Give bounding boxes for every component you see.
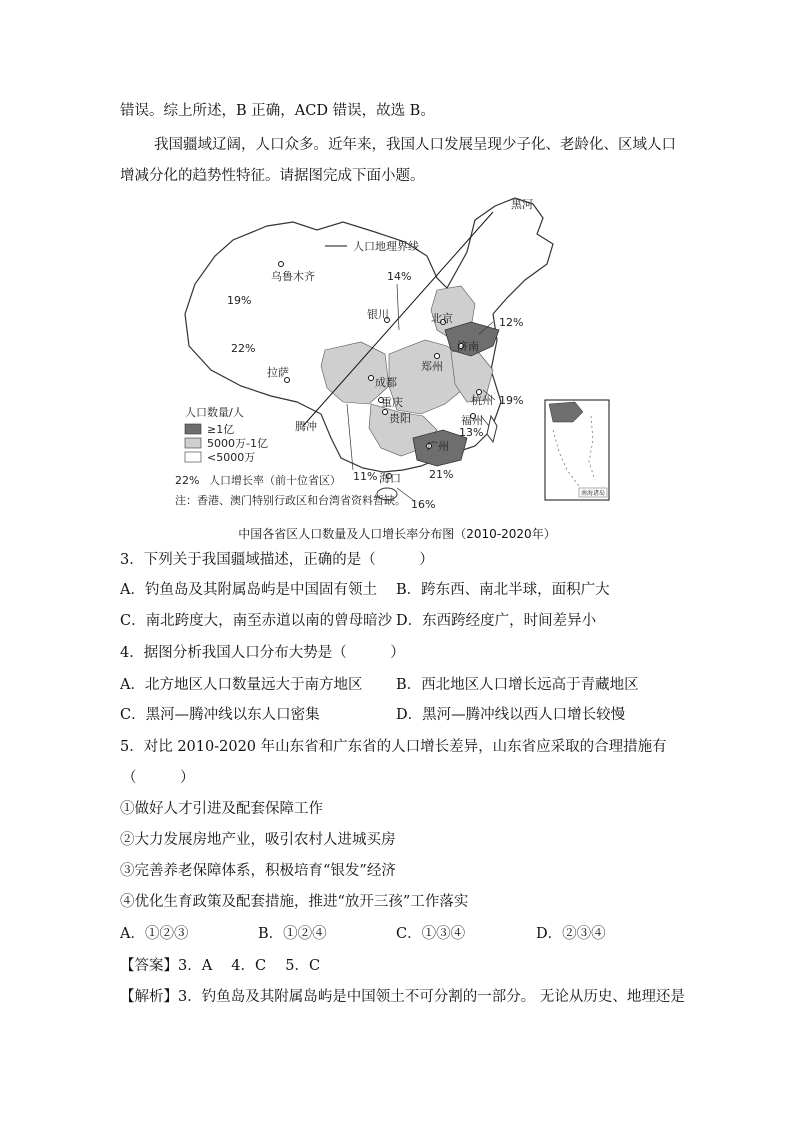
- q5-option-b: B．①②④: [258, 926, 327, 942]
- label-guiyang: 贵阳: [389, 412, 411, 425]
- text-line: 错误。综上所述，B 正确，ACD 错误，故选 B。: [120, 103, 435, 119]
- legend-title: 人口数量/人: [185, 406, 244, 419]
- q3-option-b: B．跨东西、南北半球，面积广大: [396, 582, 610, 598]
- map-caption: 中国各省区人口数量及人口增长率分布图（2010-2020年）: [238, 527, 556, 541]
- legend-label-high: ≥1亿: [207, 423, 235, 436]
- legend-swatch-high: [185, 424, 201, 434]
- q5-stem: 5．对比 2010-2020 年山东省和广东省的人口增长差异，山东省应采取的合理措施有: [120, 739, 667, 755]
- label-14: 14%: [387, 270, 412, 283]
- q3-option-d: D．东西跨经度广，时间差异小: [396, 613, 597, 629]
- q5-item-3: ③完善养老保障体系，积极培育“银发”经济: [120, 863, 396, 879]
- answer-line: 【答案】3．A 4．C 5．C: [120, 958, 321, 974]
- q4-stem: 4．据图分析我国人口分布大势是（ ）: [120, 645, 405, 661]
- label-beijing: 北京: [431, 312, 453, 325]
- q4-option-c: C．黑河—腾冲线以东人口密集: [120, 707, 320, 723]
- label-tengchong: 腾冲: [295, 420, 317, 433]
- q5-item-4: ④优化生育政策及配套措施，推进“放开三孩”工作落实: [120, 894, 469, 910]
- label-zhengzhou: 郑州: [421, 360, 443, 373]
- label-19-west: 19%: [227, 294, 252, 307]
- q5-option-a: A．①②③: [120, 926, 189, 942]
- label-13: 13%: [459, 426, 484, 439]
- label-jinan: 济南: [457, 340, 479, 353]
- label-hangzhou: 杭州: [471, 394, 493, 407]
- q5-item-1: ①做好人才引进及配套保障工作: [120, 801, 323, 817]
- label-yinchuan: 银川: [367, 308, 389, 321]
- label-line-legend: 人口地理界线: [353, 240, 419, 253]
- map-note: 注：香港、澳门特别行政区和台湾省资料暂缺。: [175, 494, 406, 507]
- q5-answer-blank: （ ）: [122, 770, 195, 786]
- label-fuzhou: 福州: [461, 414, 483, 427]
- q4-option-b: B．西北地区人口增长远高于青藏地区: [396, 677, 639, 693]
- legend-rate-label: 人口增长率（前十位省区）: [209, 474, 341, 487]
- china-population-map: [175, 190, 623, 518]
- label-19-east: 19%: [499, 394, 524, 407]
- label-12: 12%: [499, 316, 524, 329]
- city-dot: [383, 410, 388, 415]
- label-urumqi: 乌鲁木齐: [271, 270, 315, 283]
- label-16: 16%: [411, 498, 436, 511]
- q5-option-d: D．②③④: [536, 926, 606, 942]
- label-lhasa: 拉萨: [267, 366, 289, 379]
- q4-option-a: A．北方地区人口数量远大于南方地区: [120, 677, 363, 693]
- analysis-line: 【解析】3．钓鱼岛及其附属岛屿是中国领土不可分割的一部分。 无论从历史、地理还是: [120, 989, 685, 1005]
- q3-option-c: C．南北跨度大，南至赤道以南的曾母暗沙: [120, 613, 393, 629]
- legend-label-low: <5000万: [207, 451, 256, 464]
- legend-label-mid: 5000万-1亿: [207, 437, 268, 450]
- legend-swatch-low: [185, 452, 201, 462]
- q5-option-c: C．①③④: [396, 926, 466, 942]
- label-chengdu: 成都: [375, 376, 397, 389]
- label-21: 21%: [429, 468, 454, 481]
- label-guangzhou: 广州: [427, 440, 449, 453]
- inset-label: 南海诸岛: [581, 490, 606, 497]
- city-dot: [369, 376, 374, 381]
- q5-item-2: ②大力发展房地产业，吸引农村人进城买房: [120, 832, 396, 848]
- label-22: 22%: [231, 342, 256, 355]
- city-dot: [279, 262, 284, 267]
- south-sea-inset: [545, 400, 609, 500]
- label-haikou: 海口: [379, 472, 401, 485]
- intro-paragraph-cont: 增减分化的趋势性特征。请据图完成下面小题。: [120, 168, 425, 184]
- q3-option-a: A．钓鱼岛及其附属岛屿是中国固有领土: [120, 582, 377, 598]
- label-chongqing: 重庆: [381, 396, 403, 409]
- intro-paragraph: 我国疆域辽阔，人口众多。近年来，我国人口发展呈现少子化、老龄化、区域人口: [154, 137, 676, 153]
- q3-stem: 3．下列关于我国疆域描述，正确的是（ ）: [120, 552, 434, 568]
- legend-swatch-mid: [185, 438, 201, 448]
- label-11: 11%: [353, 470, 378, 483]
- legend-rate-sample: 22%: [175, 474, 200, 487]
- city-dot: [435, 354, 440, 359]
- label-heihe: 黑河: [511, 198, 533, 211]
- q4-option-d: D．黑河—腾冲线以西人口增长较慢: [396, 707, 626, 723]
